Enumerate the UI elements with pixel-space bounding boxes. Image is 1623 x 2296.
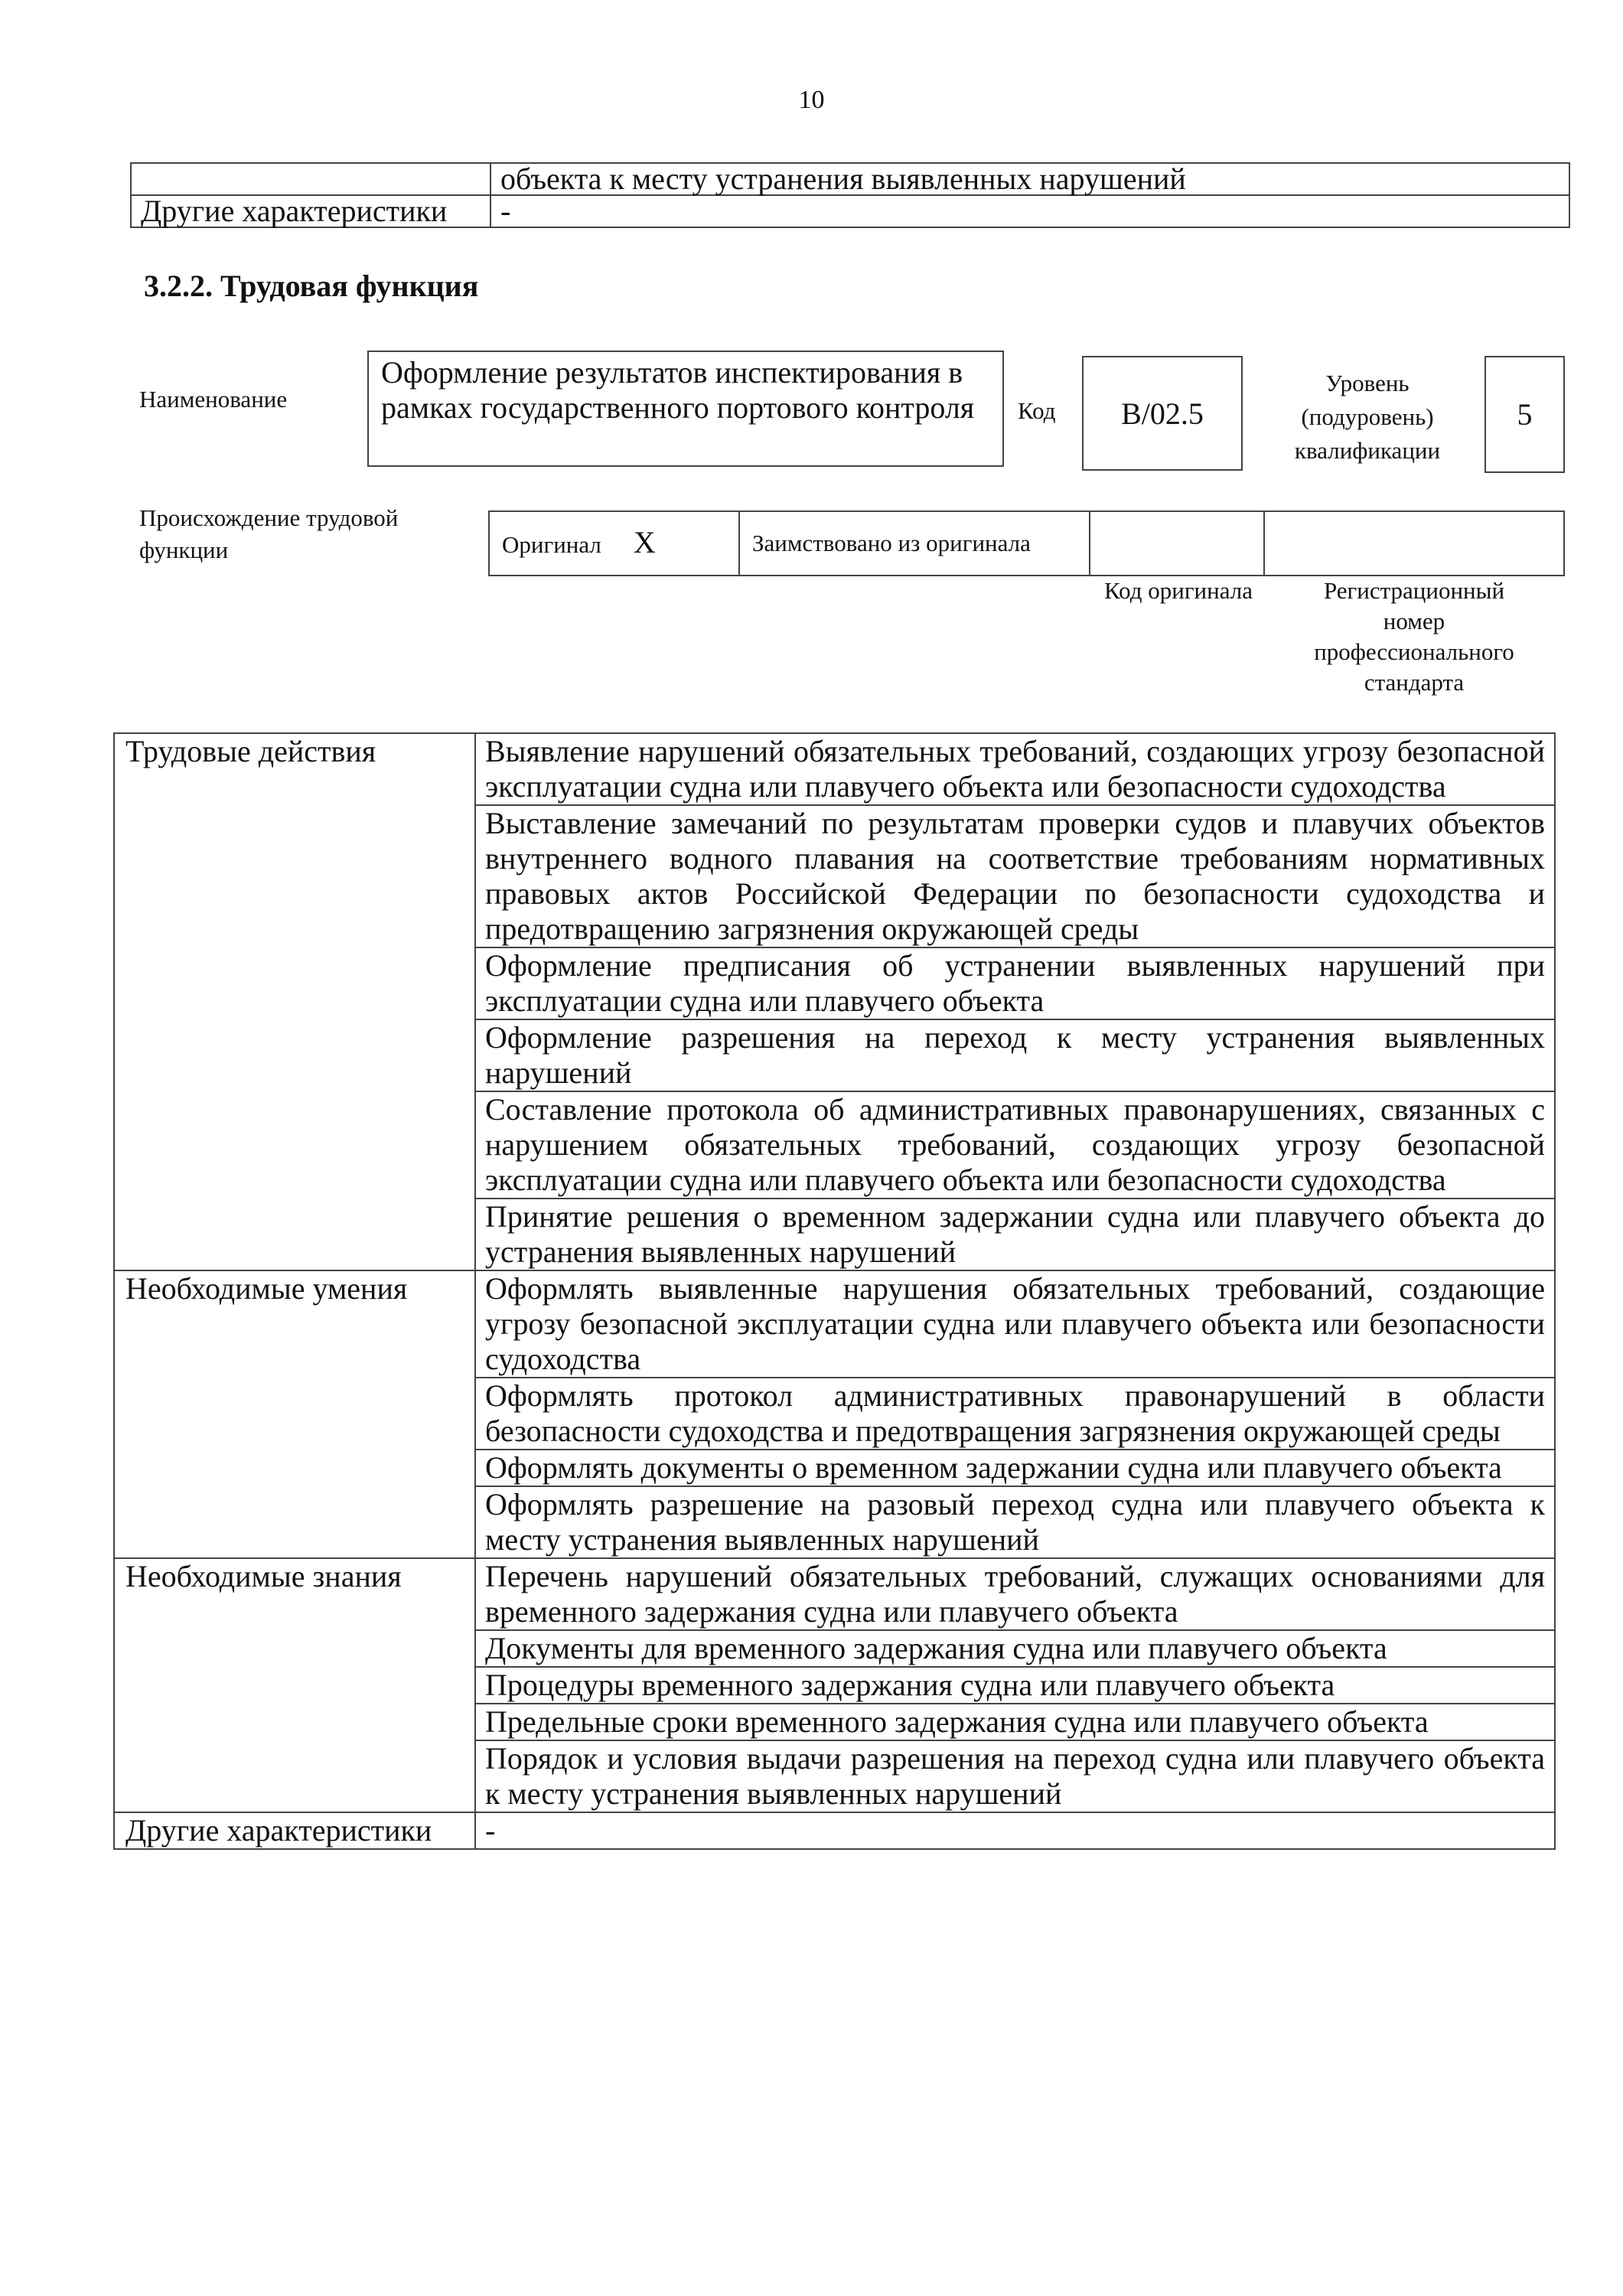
requirement-item: Оформлять разрешение на разовый переход судна или плавучего объекта к месту устранения выявленных нарушений (475, 1486, 1555, 1558)
table-row (114, 1558, 1555, 1630)
page-number: 10 (798, 86, 825, 114)
original-cell (489, 511, 739, 576)
function-name-box: Оформление результатов инспектирования в рамках государственного портового контроля (367, 351, 1004, 467)
requirement-item: Выявление нарушений обязательных требований, создающих угрозу безопасной эксплуатации судна или плавучего объекта или безопасности судоходства (475, 733, 1555, 805)
qualification-level-box: 5 (1484, 356, 1565, 473)
requirement-item: Оформление разрешения на переход к месту устранения выявленных нарушений (475, 1019, 1555, 1091)
level-label-line: Уровень (1325, 370, 1410, 396)
qualification-level-label (1264, 367, 1471, 468)
registration-number-cell (1264, 511, 1564, 576)
table-row (131, 195, 1569, 227)
table-row (114, 1270, 1555, 1378)
requirement-item: Процедуры временного задержания судна или плавучего объекта (475, 1667, 1555, 1704)
section-label: Необходимые знания (114, 1558, 475, 1812)
section-label: Трудовые действия (114, 733, 475, 1270)
level-label-line: (подуровень) (1301, 403, 1434, 430)
table-row (131, 163, 1569, 195)
labor-function-table (113, 732, 1556, 1850)
continued-text: объекта к месту устранения выявленных нарушений (490, 163, 1569, 195)
name-label: Наименование (139, 386, 288, 413)
table-row (114, 1812, 1555, 1849)
other-characteristics-value: - (475, 1812, 1555, 1849)
requirement-item: Порядок и условия выдачи разрешения на переход судна или плавучего объекта к месту устранения выявленных нарушений (475, 1740, 1555, 1812)
requirement-item: Оформлять выявленные нарушения обязательных требований, создающие угрозу безопасной эксплуатации судна или плавучего объекта или безопасности судоходства (475, 1270, 1555, 1378)
table-row (114, 733, 1555, 805)
requirement-item: Выставление замечаний по результатам проверки судов и плавучих объектов внутреннего водного плавания на соответствие требованиям нормативных правовых актов Российской Федерации по безопасности судоходства и предотвращению загрязнения окружающей среды (475, 805, 1555, 947)
level-label-line: квалификации (1294, 437, 1441, 464)
registration-number-caption: Регистрационный номер профессионального стандарта (1314, 577, 1514, 696)
borrowed-label: Заимствовано из оригинала (739, 511, 1090, 576)
labor-function-table-body (114, 733, 1555, 1812)
section-label: Необходимые умения (114, 1270, 475, 1558)
requirement-item: Принятие решения о временном задержании судна или плавучего объекта до устранения выявленных нарушений (475, 1199, 1555, 1270)
requirement-item: Оформлять протокол административных правонарушений в области безопасности судоходства и предотвращения загрязнения окружающей среды (475, 1378, 1555, 1450)
original-code-cell (1090, 511, 1264, 576)
table-row (489, 511, 1564, 576)
requirement-item: Оформлять документы о временном задержании судна или плавучего объекта (475, 1450, 1555, 1486)
other-characteristics-label: Другие характеристики (131, 195, 490, 227)
code-label: Код (1018, 397, 1056, 424)
function-code-box: B/02.5 (1082, 356, 1243, 471)
requirement-item: Составление протокола об административных правонарушениях, связанных с нарушением обязательных требований, создающих угрозу безопасной эксплуатации судна или плавучего объекта или безопасности судоходства (475, 1091, 1555, 1199)
code-original-caption: Код оригинала (1103, 577, 1253, 604)
continued-table (130, 162, 1570, 228)
origin-label: Происхождение трудовой функции (139, 504, 399, 563)
original-label: Оригинал (502, 530, 601, 558)
other-characteristics-label: Другие характеристики (114, 1812, 475, 1849)
origin-table (488, 510, 1565, 576)
original-mark: X (633, 524, 656, 559)
requirement-item: Документы для временного задержания судна или плавучего объекта (475, 1630, 1555, 1667)
requirement-item: Перечень нарушений обязательных требований, служащих основаниями для временного задержания судна или плавучего объекта (475, 1558, 1555, 1630)
requirement-item: Оформление предписания об устранении выявленных нарушений при эксплуатации судна или плавучего объекта (475, 947, 1555, 1019)
other-characteristics-value: - (490, 195, 1569, 227)
requirement-item: Предельные сроки временного задержания судна или плавучего объекта (475, 1704, 1555, 1740)
empty-cell (131, 163, 490, 195)
section-title: 3.2.2. Трудовая функция (144, 269, 479, 303)
